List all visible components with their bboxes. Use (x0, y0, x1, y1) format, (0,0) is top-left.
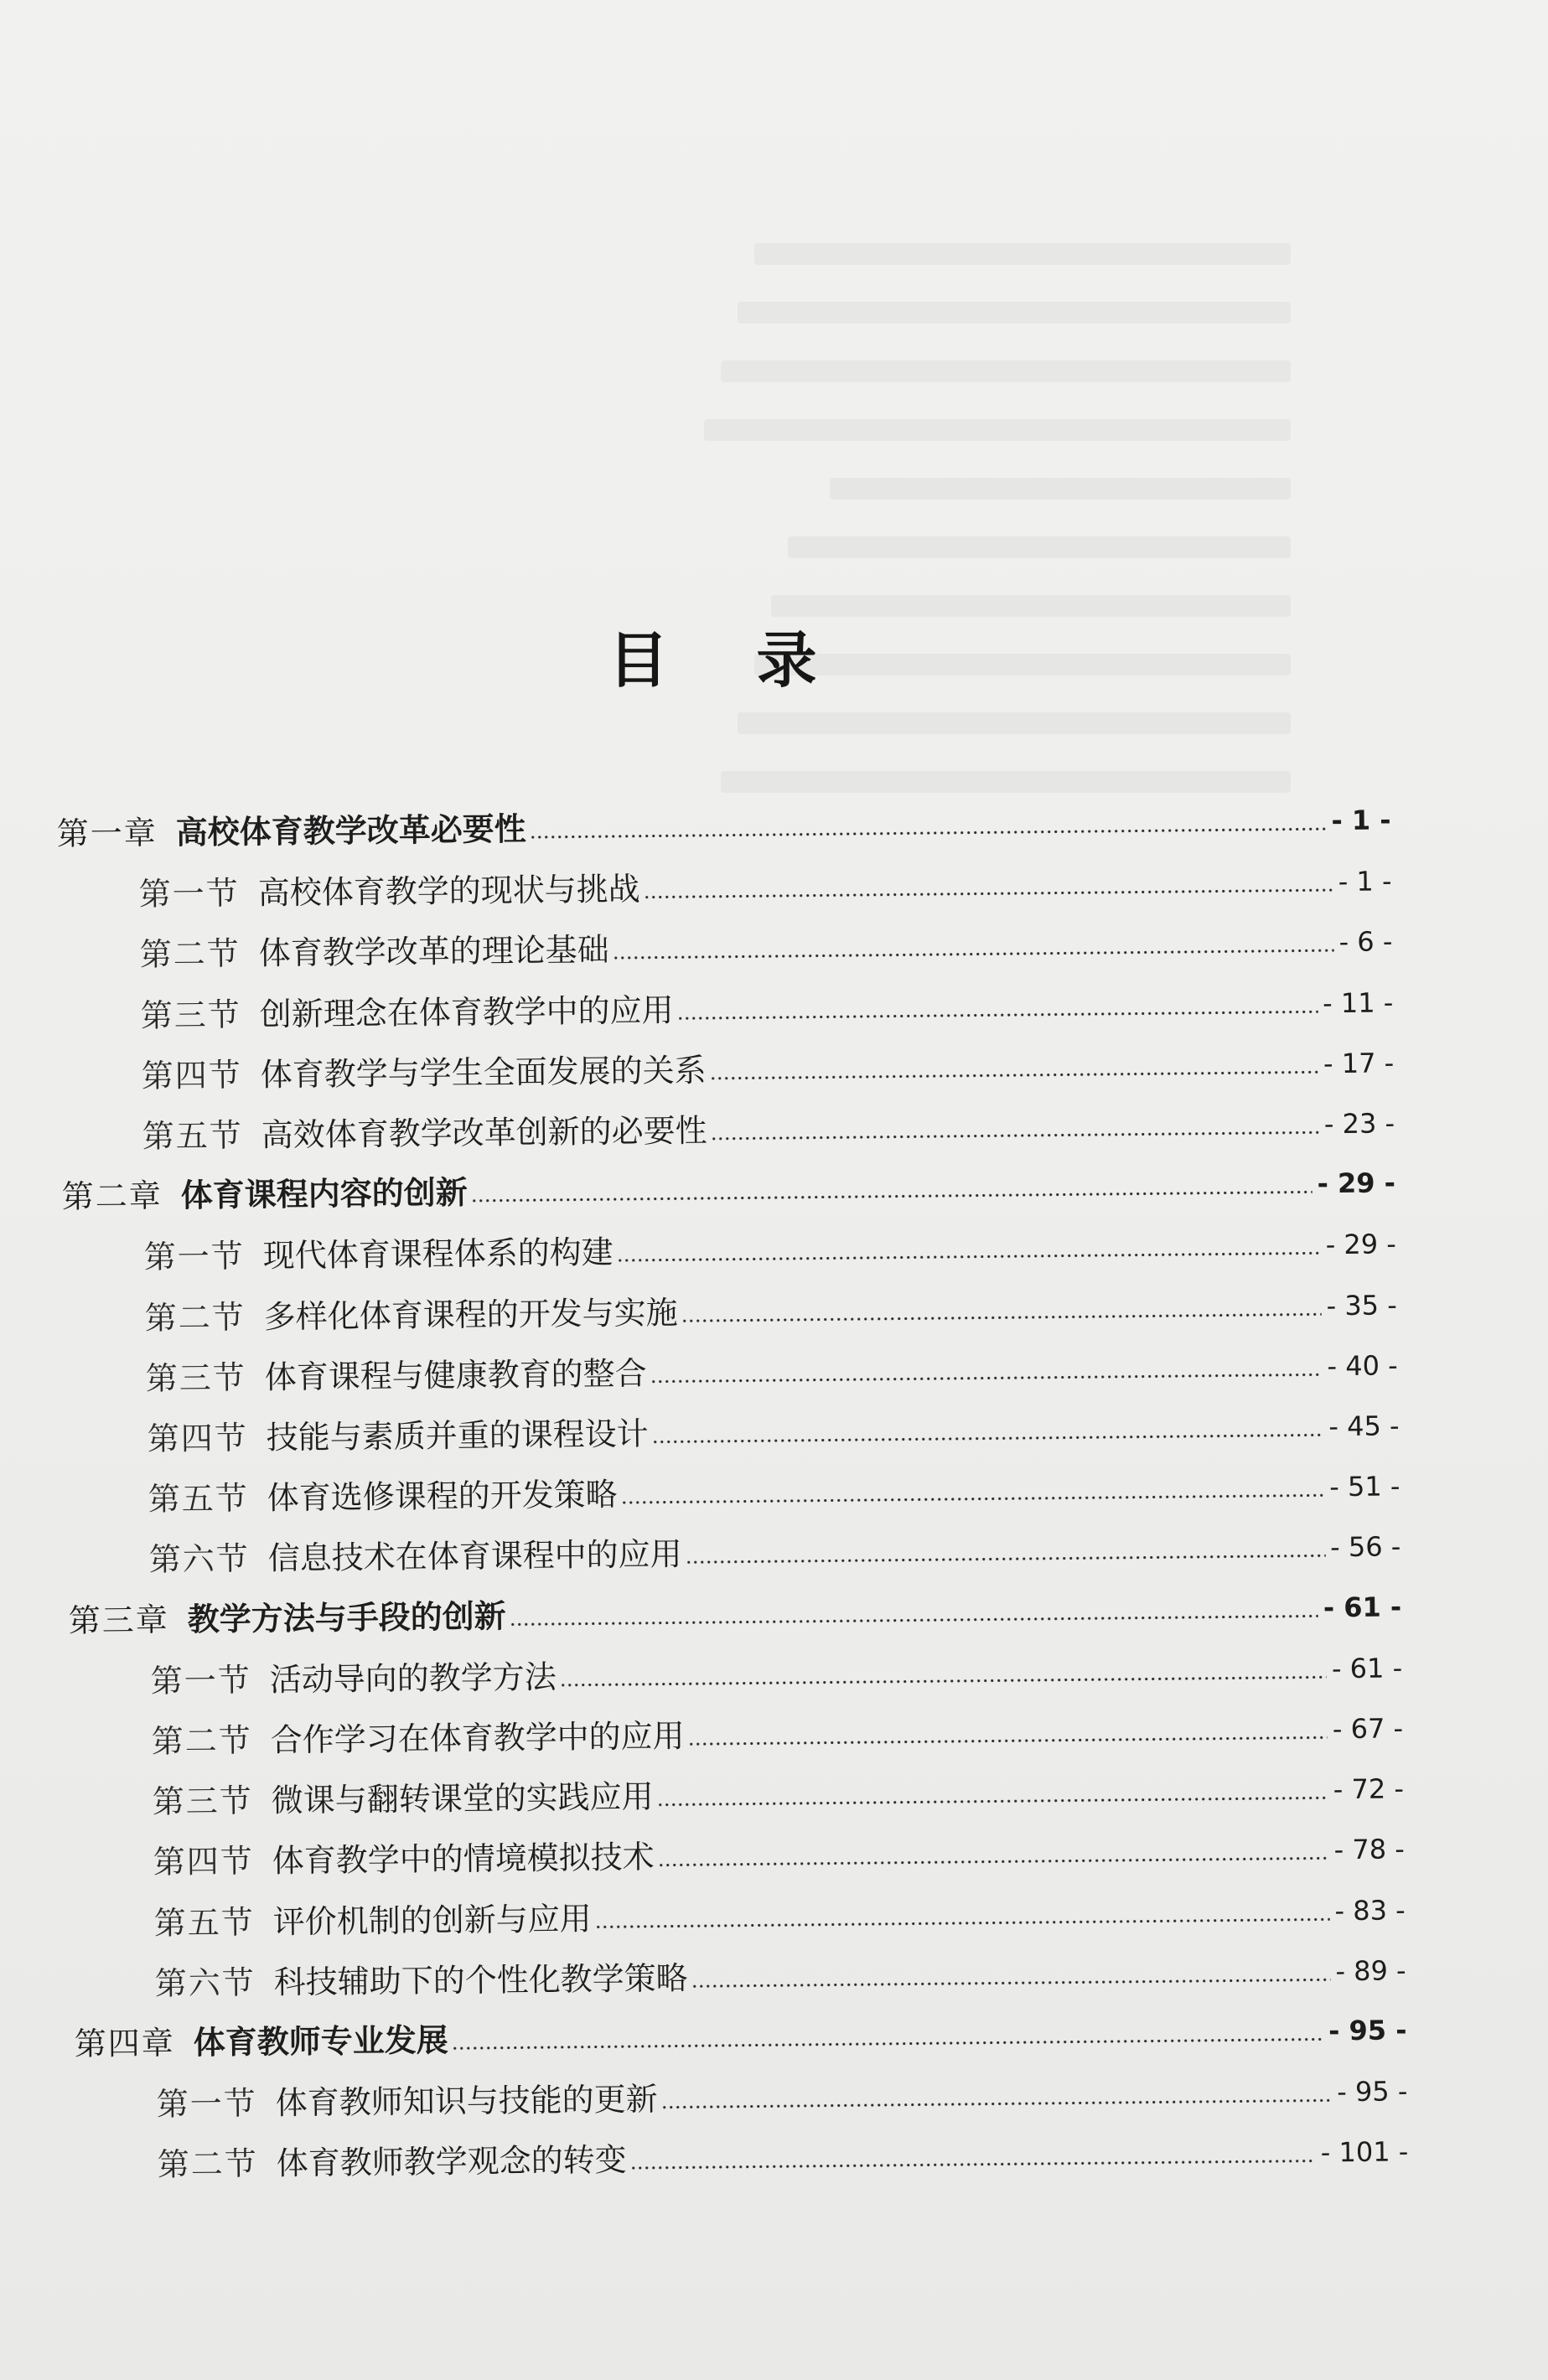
section-title: 高校体育教学的现状与挑战 (257, 870, 640, 912)
section-number: 第六节 (148, 1540, 250, 1579)
toc-entry-label (153, 1832, 658, 1887)
dot-leader (559, 1672, 1326, 1690)
section-title: 科技辅助下的个性化教学策略 (273, 1959, 688, 2001)
chapter-number: 第一章 (56, 814, 158, 853)
section-number: 第一节 (156, 2084, 257, 2124)
chapter-title: 高校体育教学改革必要性 (175, 810, 526, 851)
page-number: - 61 - (1331, 1652, 1403, 1685)
toc-entry-label (146, 1348, 651, 1403)
section-number: 第二节 (139, 935, 241, 974)
dot-leader (710, 1067, 1318, 1084)
section-title: 体育教学中的情境模拟技术 (272, 1839, 655, 1880)
toc-entry-label (150, 1652, 560, 1706)
toc-entry-label (157, 2134, 630, 2190)
section-title: 体育选修课程的开发策略 (267, 1476, 618, 1517)
toc-entry-label (139, 924, 613, 980)
page-number: - 17 - (1323, 1047, 1395, 1080)
toc-chapter-row (68, 1581, 1401, 1646)
toc-section-row (148, 1522, 1400, 1586)
section-title: 合作学习在体育教学中的应用 (270, 1717, 685, 1759)
toc-entry-label (142, 1045, 711, 1101)
toc-entry-label (147, 1409, 652, 1464)
toc-entry-label (56, 804, 530, 859)
toc-section-row (139, 917, 1392, 980)
page-number: - 40 - (1327, 1349, 1399, 1383)
page-number: - 95 - (1337, 2075, 1408, 2108)
page-number: - 56 - (1329, 1530, 1401, 1564)
section-title: 体育教学改革的理论基础 (258, 931, 610, 972)
dot-leader (687, 1732, 1327, 1749)
dot-leader (681, 1309, 1322, 1326)
toc-section-row (152, 1764, 1404, 1828)
chapter-title: 教学方法与手段的创新 (187, 1597, 506, 1638)
page-number: - 95 - (1328, 2014, 1407, 2047)
chapter-title: 体育课程内容的创新 (180, 1174, 469, 1214)
chapter-title: 体育教师专业发展 (193, 2021, 448, 2062)
toc-section-row (153, 1885, 1406, 1948)
section-title: 多样化体育课程的开发与实施 (263, 1293, 679, 1336)
dot-leader (657, 1793, 1328, 1809)
dot-leader (471, 1187, 1312, 1207)
dot-leader (630, 2156, 1316, 2174)
toc-section-row (142, 1098, 1395, 1162)
page-number: - 1 - (1338, 865, 1392, 898)
toc-chapter-row (74, 2005, 1406, 2069)
page-number: - 67 - (1332, 1712, 1403, 1746)
toc-section-row (156, 2067, 1407, 2130)
dot-leader (650, 1369, 1323, 1386)
section-title: 信息技术在体育课程中的应用 (267, 1535, 682, 1577)
section-number: 第四节 (153, 1843, 254, 1881)
page-number: - 51 - (1328, 1470, 1400, 1503)
section-number: 第五节 (148, 1479, 249, 1519)
toc-section-row (146, 1340, 1399, 1404)
page-number: - 89 - (1335, 1954, 1406, 1988)
page-number: - 61 - (1323, 1590, 1402, 1623)
page-number: - 45 - (1328, 1410, 1400, 1443)
section-number: 第五节 (142, 1116, 244, 1156)
toc-section-row (142, 1037, 1395, 1101)
page-number: - 1 - (1331, 804, 1391, 837)
section-number: 第一节 (150, 1661, 251, 1700)
dot-leader (661, 2096, 1333, 2113)
section-title: 活动导向的教学方法 (269, 1658, 557, 1699)
page-number: - 101 - (1320, 2135, 1409, 2169)
section-number: 第二节 (151, 1721, 252, 1761)
toc-entry-label (74, 2015, 452, 2069)
toc-entry-label (156, 2074, 661, 2129)
section-number: 第三节 (140, 996, 242, 1034)
toc-section-row (138, 856, 1391, 920)
section-title: 现代体育课程体系的构建 (262, 1234, 614, 1275)
dot-leader (613, 945, 1334, 963)
dot-leader (658, 1854, 1329, 1870)
section-number: 第一节 (138, 874, 240, 913)
dot-leader (644, 885, 1333, 903)
toc-section-row (145, 1280, 1398, 1343)
page-number: - 29 - (1317, 1167, 1396, 1200)
dot-leader (685, 1551, 1325, 1568)
dot-leader (677, 1006, 1318, 1023)
toc-chapter-row (62, 1158, 1396, 1223)
section-title: 技能与素质并重的课程设计 (265, 1415, 649, 1456)
section-title: 体育教师知识与技能的更新 (275, 2080, 658, 2122)
toc-entry-label (141, 985, 678, 1041)
page-number: - 23 - (1323, 1107, 1395, 1141)
section-number: 第三节 (145, 1358, 247, 1397)
toc-entry-label (68, 1591, 510, 1646)
toc-entry-label (148, 1529, 686, 1586)
toc-section-row (157, 2127, 1408, 2191)
dot-leader (595, 1914, 1330, 1932)
section-number: 第二节 (157, 2145, 259, 2184)
section-number: 第一节 (143, 1238, 246, 1276)
chapter-number: 第二章 (61, 1177, 163, 1216)
toc-section-row (151, 1703, 1403, 1767)
dot-leader (691, 1974, 1331, 1991)
dot-leader (617, 1249, 1321, 1266)
section-number: 第四节 (146, 1419, 248, 1458)
toc-entry-label (138, 864, 644, 919)
dot-leader (620, 1490, 1324, 1508)
dot-leader (530, 824, 1327, 842)
toc-entry-label (152, 1772, 657, 1827)
toc-entry-label (151, 1710, 688, 1767)
page-number: - 29 - (1325, 1228, 1397, 1261)
toc-entry-label (62, 1167, 472, 1222)
section-title: 评价机制的创新与应用 (272, 1900, 592, 1941)
toc-section-row (154, 1945, 1406, 2009)
toc-entry-label (153, 1893, 595, 1948)
page-number: - 35 - (1326, 1288, 1398, 1322)
page-number: - 6 - (1338, 925, 1393, 959)
toc-entry-label (145, 1287, 682, 1343)
dot-leader (452, 2034, 1324, 2053)
section-title: 微课与翻转课堂的实践应用 (271, 1777, 654, 1819)
toc-chapter-row (56, 794, 1391, 859)
section-number: 第二节 (144, 1298, 246, 1337)
toc-section-row (147, 1400, 1399, 1464)
dot-leader (509, 1611, 1318, 1629)
toc-entry-label (148, 1469, 621, 1524)
chapter-number: 第四章 (74, 2024, 175, 2063)
section-number: 第三节 (152, 1782, 253, 1821)
dot-leader (651, 1430, 1323, 1446)
toc-section-row (150, 1643, 1402, 1706)
toc-section-row (144, 1219, 1397, 1283)
section-number: 第四节 (141, 1056, 243, 1094)
page-number: - 72 - (1333, 1772, 1404, 1806)
dot-leader (711, 1127, 1319, 1144)
page-number: - 83 - (1334, 1893, 1406, 1927)
toc-section-row (148, 1462, 1400, 1525)
toc-section-row (141, 977, 1394, 1041)
section-number: 第六节 (154, 1964, 256, 2002)
page-number: - 11 - (1323, 986, 1394, 1019)
page-number: - 78 - (1333, 1833, 1405, 1866)
section-title: 体育教学与学生全面发展的关系 (260, 1051, 707, 1094)
section-title: 高效体育教学改革创新的必要性 (261, 1111, 708, 1154)
toc-section-row (153, 1824, 1405, 1888)
toc-entry-label (154, 1953, 691, 2009)
section-title: 体育教师教学观念的转变 (276, 2141, 628, 2182)
page-title: 目 录 (608, 625, 851, 696)
toc-entry-label (142, 1105, 712, 1162)
section-title: 创新理念在体育教学中的应用 (259, 991, 675, 1033)
section-number: 第五节 (153, 1903, 255, 1942)
chapter-number: 第三章 (68, 1601, 169, 1639)
toc-entry-label (144, 1227, 618, 1282)
section-title: 体育课程与健康教育的整合 (264, 1354, 648, 1396)
